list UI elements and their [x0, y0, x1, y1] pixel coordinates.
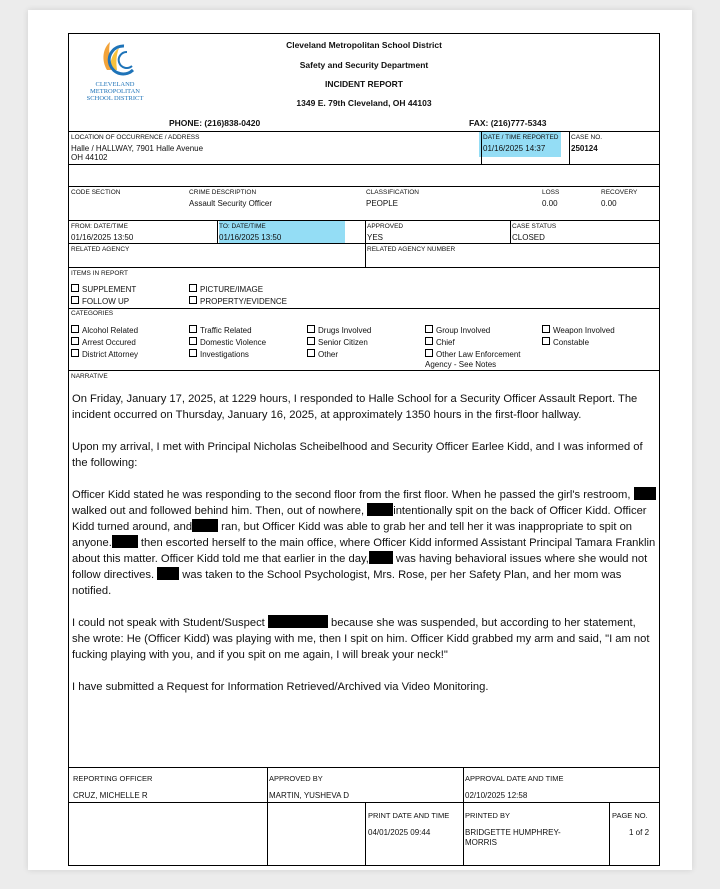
narrative-text — [72, 391, 656, 711]
district-name: Cleveland Metropolitan School District — [286, 40, 442, 50]
checkbox-category[interactable]: Weapon Involved — [542, 325, 615, 335]
report-title: INCIDENT REPORT — [325, 79, 403, 89]
narrative-paragraph: Upon my arrival, I met with Principal Nicholas Scheibelhood and Security Officer Earlee Kidd, and I was informed of the following: — [72, 441, 643, 469]
location-line1: Halle / HALLWAY, 7901 Halle Avenue — [71, 144, 204, 153]
checkbox-category[interactable]: Constable — [542, 337, 589, 347]
from-date-value: 01/16/2025 13:50 — [71, 233, 134, 242]
reporting-officer-value: CRUZ, MICHELLE R — [73, 791, 148, 800]
narrative-paragraph: Officer Kidd stated he was responding to the second floor from the first floor. When he passed the girl's restroom, walked out and followed behind him. Then, out of nowhere, intentionally spit on the back of Officer Kidd. Officer Kidd turned around, and ran, but Officer Kidd was able to grab her and tell her it was inappropriate to spit on anyone. then escorted herself to the main office, where Officer Kidd informed Assistant Principal Tamara Franklin about this matter. Officer Kidd told me that earlier in the day, was having behavioral issues where she would not follow directives. was taken to the School Psychologist, Mrs. Rose, per her Safety Plan, and her mom was notified. — [72, 489, 656, 597]
checkbox-category[interactable]: Alcohol Related — [71, 325, 138, 335]
redaction-box — [268, 615, 328, 628]
to-date-label: TO: DATE/TIME — [219, 223, 266, 230]
code-section-label: CODE SECTION — [71, 189, 121, 196]
logo-text-line: SCHOOL DISTRICT — [86, 95, 144, 102]
department-name: Safety and Security Department — [299, 60, 429, 70]
page-no-value: 1 of 2 — [629, 828, 650, 837]
checkbox-category[interactable]: Other — [307, 349, 338, 359]
case-no-value: 250124 — [571, 144, 598, 153]
logo-text-line: CLEVELAND — [95, 81, 135, 88]
crime-description-label: CRIME DESCRIPTION — [189, 189, 257, 196]
redaction-box — [192, 519, 218, 532]
classification-value: PEOPLE — [366, 199, 399, 208]
incident-report-form — [68, 33, 660, 866]
narrative-label: NARRATIVE — [71, 373, 108, 380]
checkbox-supplement[interactable]: SUPPLEMENT — [71, 284, 136, 294]
checkbox-category[interactable]: Investigations — [189, 349, 249, 359]
checkbox-category[interactable]: Chief — [425, 337, 455, 347]
printed-by-label: PRINTED BY — [465, 811, 511, 820]
items-in-report-label: ITEMS IN REPORT — [71, 270, 128, 277]
printed-by-value: BRIDGETTE HUMPHREY-MORRIS — [465, 828, 561, 847]
category-continuation: Agency - See Notes — [425, 360, 497, 369]
case-status-label: CASE STATUS — [512, 223, 557, 230]
case-no-label: CASE NO. — [571, 134, 603, 141]
case-status-value: CLOSED — [512, 233, 545, 242]
district-address: 1349 E. 79th Cleveland, OH 44103 — [296, 98, 432, 108]
crime-description-value: Assault Security Officer — [189, 199, 272, 208]
approved-by-label: APPROVED BY — [269, 774, 323, 783]
related-agency-label: RELATED AGENCY — [71, 246, 130, 253]
checkbox-property-evidence[interactable]: PROPERTY/EVIDENCE — [189, 296, 287, 306]
related-agency-number-label: RELATED AGENCY NUMBER — [367, 246, 456, 253]
approved-value: YES — [367, 233, 384, 242]
checkbox-category[interactable]: District Attorney — [71, 349, 138, 359]
categories-label: CATEGORIES — [71, 310, 114, 317]
logo-text-line: METROPOLITAN — [89, 88, 141, 95]
narrative-paragraph: On Friday, January 17, 2025, at 1229 hours, I responded to Halle School for a Security Officer Assault Report. The incident occurred on Thursday, January 16, 2025, at approximately 1350 hours in the first-floor hallway. — [72, 393, 638, 421]
approval-date-label: APPROVAL DATE AND TIME — [465, 774, 564, 783]
checkbox-category[interactable]: Drugs Involved — [307, 325, 371, 335]
date-reported-label: DATE / TIME REPORTED — [483, 134, 559, 141]
loss-value: 0.00 — [542, 199, 558, 208]
location-label: LOCATION OF OCCURRENCE / ADDRESS — [71, 134, 200, 141]
reporting-officer-label: REPORTING OFFICER — [73, 774, 153, 783]
checkbox-picture-image[interactable]: PICTURE/IMAGE — [189, 284, 263, 294]
recovery-value: 0.00 — [601, 199, 617, 208]
checkbox-follow-up[interactable]: FOLLOW UP — [71, 296, 129, 306]
checkbox-category[interactable]: Traffic Related — [189, 325, 252, 335]
from-date-label: FROM: DATE/TIME — [71, 223, 128, 230]
narrative-paragraph: I have submitted a Request for Information Retrieved/Archived via Video Monitoring. — [72, 681, 489, 693]
classification-label: CLASSIFICATION — [366, 189, 419, 196]
redaction-box — [157, 567, 179, 580]
recovery-label: RECOVERY — [601, 189, 638, 196]
checkbox-category[interactable]: Other Law Enforcement — [425, 349, 520, 359]
page-no-label: PAGE NO. — [612, 811, 648, 820]
checkbox-category[interactable]: Domestic Violence — [189, 337, 266, 347]
approval-date-value: 02/10/2025 12:58 — [465, 791, 528, 800]
print-date-value: 04/01/2025 09:44 — [368, 828, 431, 837]
redaction-box — [369, 551, 393, 564]
fax-number: FAX: (216)777-5343 — [469, 118, 547, 128]
checkbox-category[interactable]: Arrest Occured — [71, 337, 136, 347]
approved-label: APPROVED — [367, 223, 404, 230]
redaction-box — [112, 535, 138, 548]
redaction-box — [367, 503, 393, 516]
redaction-box — [634, 487, 656, 500]
print-date-label: PRINT DATE AND TIME — [368, 811, 450, 820]
document-sheet — [28, 10, 692, 870]
phone-number: PHONE: (216)838-0420 — [169, 118, 261, 128]
loss-label: LOSS — [542, 189, 560, 196]
to-date-value: 01/16/2025 13:50 — [219, 233, 282, 242]
location-line2: OH 44102 — [71, 153, 108, 162]
approved-by-value: MARTIN, YUSHEVA D — [269, 791, 350, 800]
checkbox-category[interactable]: Senior Citizen — [307, 337, 368, 347]
checkbox-category[interactable]: Group Involved — [425, 325, 490, 335]
date-reported-value: 01/16/2025 14:37 — [483, 144, 546, 153]
narrative-paragraph: I could not speak with Student/Suspect because she was suspended, but according to her statement, she wrote: He (Officer Kidd) was playing with me, then I spit on him. Officer Kidd grabbed my arm and said, "I am not fucking playing with you, and if you spit on me again, I will break your neck!" — [72, 617, 650, 661]
